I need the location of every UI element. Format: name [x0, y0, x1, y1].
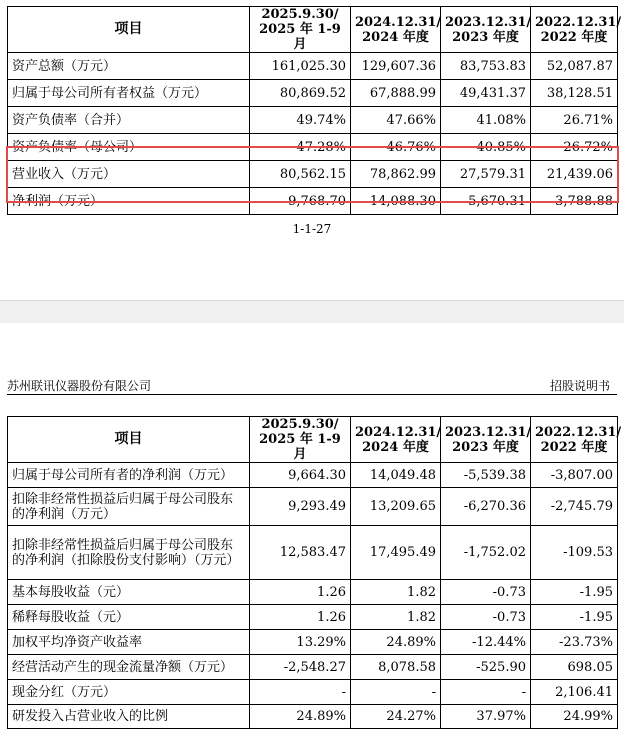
header-item: 项目	[8, 7, 250, 53]
financial-table-2	[7, 416, 622, 729]
cell-value: -2,745.79	[531, 488, 618, 526]
cell-value: 38,128.51	[531, 80, 618, 107]
cell-value: 8,078.58	[351, 655, 441, 680]
table-row	[8, 655, 618, 680]
table-row	[8, 488, 618, 526]
cell-value: -0.73	[441, 605, 531, 630]
cell-value: 83,753.83	[441, 53, 531, 80]
header-2025: 2025.9.30/ 2025 年 1-9 月	[250, 7, 351, 53]
cell-value: -	[351, 680, 441, 705]
cell-value: -5,670.31	[441, 188, 531, 215]
document-page-1	[0, 0, 624, 300]
row-label: 资产负债率（母公司）	[8, 134, 250, 161]
row-label: 扣除非经常性损益后归属于母公司股东的净利润（万元）	[8, 488, 250, 526]
cell-value: 17,495.49	[351, 526, 441, 580]
cell-value: 9,293.49	[250, 488, 351, 526]
cell-value: 27,579.31	[441, 161, 531, 188]
cell-value: 46.76%	[351, 134, 441, 161]
row-label: 归属于母公司所有者权益（万元）	[8, 80, 250, 107]
cell-value: 14,088.30	[351, 188, 441, 215]
row-label: 资产总额（万元）	[8, 53, 250, 80]
cell-value: 24.99%	[531, 705, 618, 729]
cell-value: 78,862.99	[351, 161, 441, 188]
row-label: 营业收入（万元）	[8, 161, 250, 188]
cell-value: -1,752.02	[441, 526, 531, 580]
cell-value: 9,768.70	[250, 188, 351, 215]
table-row	[8, 630, 618, 655]
cell-value: 2,106.41	[531, 680, 618, 705]
row-label: 扣除非经常性损益后归属于母公司股东的净利润（扣除股份支付影响）（万元）	[8, 526, 250, 580]
cell-value: -12.44%	[441, 630, 531, 655]
document-type: 招股说明书	[549, 379, 610, 393]
table-row	[8, 80, 618, 107]
header-2025: 2025.9.30/ 2025 年 1-9 月	[250, 417, 351, 463]
cell-value: -2,548.27	[250, 655, 351, 680]
header-2023: 2023.12.31/ 2023 年度	[441, 7, 531, 53]
header-2024: 2024.12.31/ 2024 年度	[351, 417, 441, 463]
cell-value: 9,664.30	[250, 463, 351, 488]
table-row	[8, 53, 618, 80]
header-2023: 2023.12.31/ 2023 年度	[441, 417, 531, 463]
table-header-row	[8, 417, 618, 463]
table-row	[8, 705, 618, 729]
table-row	[8, 605, 618, 630]
page-number: 1-1-27	[292, 222, 332, 236]
cell-value: 26.72%	[531, 134, 618, 161]
cell-value: 47.66%	[351, 107, 441, 134]
cell-value: 80,562.15	[250, 161, 351, 188]
row-label: 研发投入占营业收入的比例	[8, 705, 250, 729]
cell-value: 24.89%	[250, 705, 351, 729]
cell-value: -3,788.88	[531, 188, 618, 215]
cell-value: 47.28%	[250, 134, 351, 161]
cell-value: -1.95	[531, 605, 618, 630]
document-page-2	[0, 323, 624, 739]
row-label: 资产负债率（合并）	[8, 107, 250, 134]
cell-value: 67,888.99	[351, 80, 441, 107]
row-label: 稀释每股收益（元）	[8, 605, 250, 630]
cell-value: 24.89%	[351, 630, 441, 655]
row-label: 净利润（万元）	[8, 188, 250, 215]
page-separator	[0, 300, 624, 324]
cell-value: -	[250, 680, 351, 705]
cell-value: -	[441, 680, 531, 705]
cell-value: 26.71%	[531, 107, 618, 134]
row-label: 基本每股收益（元）	[8, 580, 250, 605]
highlight-box	[6, 146, 619, 203]
cell-value: -3,807.00	[531, 463, 618, 488]
table-row	[8, 107, 618, 134]
cell-value: 24.27%	[351, 705, 441, 729]
cell-value: 14,049.48	[351, 463, 441, 488]
cell-value: 13.29%	[250, 630, 351, 655]
cell-value: -0.73	[441, 580, 531, 605]
cell-value: 129,607.36	[351, 53, 441, 80]
cell-value: 52,087.87	[531, 53, 618, 80]
cell-value: 161,025.30	[250, 53, 351, 80]
header-rule	[7, 394, 617, 395]
row-label: 经营活动产生的现金流量净额（万元）	[8, 655, 250, 680]
cell-value: 37.97%	[441, 705, 531, 729]
header-item: 项目	[8, 417, 250, 463]
row-label: 归属于母公司所有者的净利润（万元）	[8, 463, 250, 488]
row-label: 加权平均净资产收益率	[8, 630, 250, 655]
header-2022: 2022.12.31/ 2022 年度	[531, 7, 618, 53]
cell-value: -23.73%	[531, 630, 618, 655]
cell-value: 698.05	[531, 655, 618, 680]
row-label: 现金分红（万元）	[8, 680, 250, 705]
table-row	[8, 580, 618, 605]
cell-value: -6,270.36	[441, 488, 531, 526]
table-row	[8, 526, 618, 580]
table-header-row	[8, 7, 618, 53]
cell-value: 13,209.65	[351, 488, 441, 526]
cell-value: 1.26	[250, 580, 351, 605]
table-row	[8, 463, 618, 488]
cell-value: 21,439.06	[531, 161, 618, 188]
cell-value: 49,431.37	[441, 80, 531, 107]
header-2022: 2022.12.31/ 2022 年度	[531, 417, 618, 463]
cell-value: -5,539.38	[441, 463, 531, 488]
cell-value: 49.74%	[250, 107, 351, 134]
table-row	[8, 680, 618, 705]
cell-value: -1.95	[531, 580, 618, 605]
header-2024: 2024.12.31/ 2024 年度	[351, 7, 441, 53]
cell-value: 1.82	[351, 605, 441, 630]
cell-value: 80,869.52	[250, 80, 351, 107]
cell-value: 40.85%	[441, 134, 531, 161]
cell-value: 1.26	[250, 605, 351, 630]
company-name: 苏州联讯仪器股份有限公司	[7, 379, 152, 393]
cell-value: -525.90	[441, 655, 531, 680]
cell-value: -109.53	[531, 526, 618, 580]
cell-value: 41.08%	[441, 107, 531, 134]
cell-value: 1.82	[351, 580, 441, 605]
cell-value: 12,583.47	[250, 526, 351, 580]
